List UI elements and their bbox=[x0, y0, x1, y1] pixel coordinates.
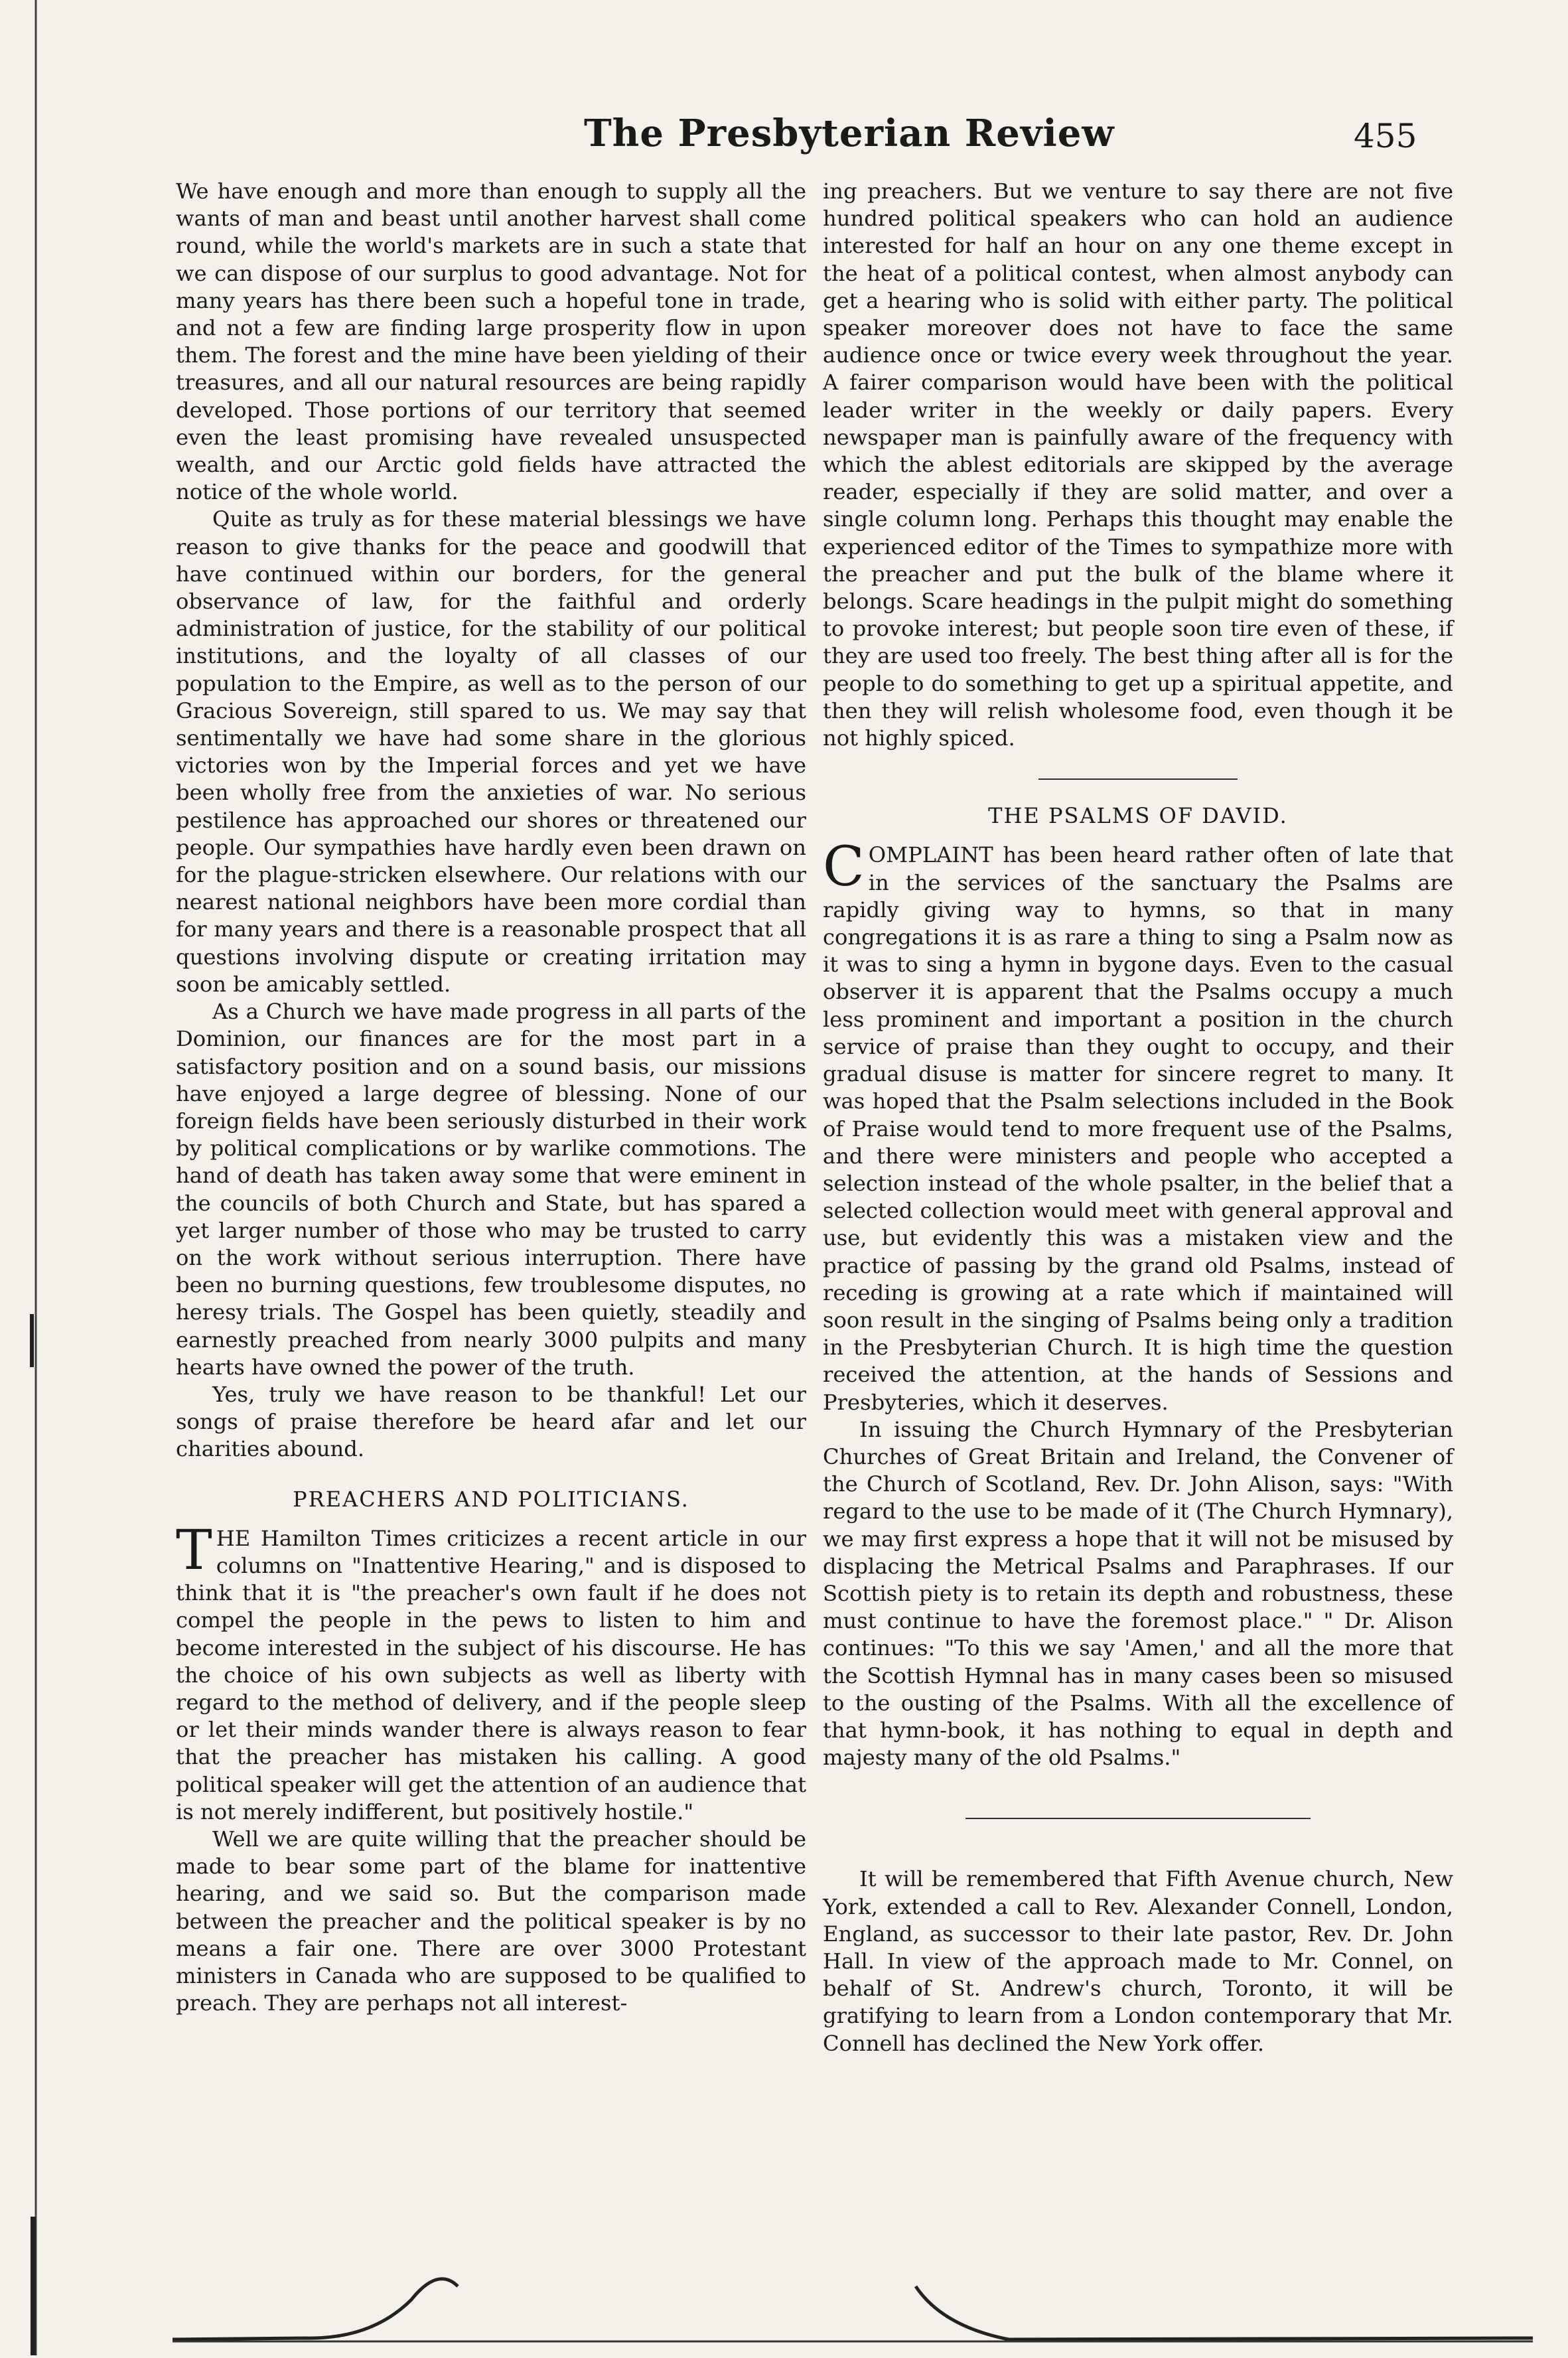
page-number: 455 bbox=[1354, 117, 1417, 155]
journal-title: The Presbyterian Review bbox=[584, 111, 1115, 155]
running-head bbox=[0, 111, 1568, 171]
section-divider-long bbox=[965, 1818, 1311, 1819]
section-heading-psalms: THE PSALMS OF DAVID. bbox=[988, 803, 1288, 829]
right-paragraph-1: ing preachers. But we venture to say there are not five hundred political speakers who can hold an audience interested for half an hour on any one theme except in the heat of a political contest, when almost anybody can get a hearing who is solid with either party. The political speaker moreover does not have to face the same audience once or twice every week throughout the year. A fairer comparison would have been with the political leader writer in the weekly or daily papers. Every newspaper man is painfully aware of the frequency with which the ablest editorials are skipped by the average reader, especially if they are solid matter, and over a single column long. Perhaps this thought may enable the experienced editor of the Times to sympathize more with the preacher and put the bulk of the blame where it belongs. Scare headings in the pulpit might do something to provoke interest; but people soon tire even of these, if they are used too freely. The best thing after all is for the people to do something to get up a spiritual appetite, and then they will relish wholesome food, even though it be not highly spiced. bbox=[823, 179, 1453, 751]
section-divider bbox=[1038, 778, 1238, 780]
left-paragraph-4: Yes, truly we have reason to be thankful! Let our songs of praise therefore be heard afar and let our charities abound. bbox=[176, 1381, 806, 1462]
section-heading-preachers: PREACHERS AND POLITICIANS. bbox=[293, 1486, 689, 1512]
left-paragraph-1: We have enough and more than enough to supply all the wants of man and beast until another harvest shall come round, while the world's markets are in such a state that we can dispose of our surplus to good advantage. Not for many years has there been such a hopeful tone in trade, and not a few are finding large prosperity flow in upon them. The forest and the mine have been yielding of their treasures, and all our natural resources are being rapidly developed. Those portions of our territory that seemed even the least promising have revealed unsuspected wealth, and our Arctic gold fields have attracted the notice of the whole world. bbox=[176, 179, 806, 505]
left-paragraph-5 bbox=[176, 1518, 806, 1826]
binding-edge-mark bbox=[28, 0, 48, 2355]
page-bottom-ornament bbox=[173, 2247, 1533, 2346]
drop-cap: C bbox=[823, 836, 865, 899]
right-paragraph-2 bbox=[823, 836, 1453, 1416]
drop-cap: T bbox=[176, 1518, 212, 1582]
right-paragraph-2-text: OMPLAINT has been heard rather often of late that in the services of the sanctuary the Psalms are rapidly giving way to hymns, so that in many congregations it is as rare a thing to sing a Psalm now as it was to sing a hymn in bygone days. Even to the casual observer it is apparent that the Psalms occupy a much less prominent and important a position in the church service of praise than they ought to occupy, and their gradual disuse is matter for sincere regret to many. It was hoped that the Psalm selections included in the Book of Praise would tend to more frequent use of the Psalms, and there were ministers and people who accepted a selection instead of the whole psalter, in the belief that a selected collection would meet with general approval and use, but evidently this was a mistaken view and the practice of passing by the grand old Psalms, instead of receding is growing at a rate which if maintained will soon result in the singing of Psalms being only a tradition in the Presbyterian Church. It is high time the question received the attention, at the hands of Sessions and Presbyteries, which it deserves. bbox=[823, 842, 1453, 1415]
right-paragraph-3: In issuing the Church Hymnary of the Presbyterian Churches of Great Britain and Ireland, the Convener of the Church of Scotland, Rev. Dr. John Alison, says: "With regard to the use to be made of it (The Church Hymnary), we may first express a hope that it will not be misused by displacing the Metrical Psalms and Paraphrases. If our Scottish piety is to retain its depth and robustness, these must continue to have the foremost place." " Dr. Alison continues: "To this we say 'Amen,' and all the more that the Scottish Hymnal has in many cases been so misused to the ousting of the Psalms. With all the excellence of that hymn-book, it has nothing to equal in depth and majesty many of the old Psalms." bbox=[823, 1416, 1453, 1771]
left-paragraph-6: Well we are quite willing that the preacher should be made to bear some part of the blame for inattentive hearing, and we said so. But the comparison made between the preacher and the political speaker is by no means a fair one. There are over 3000 Protestant ministers in Canada who are supposed to be qualified to preach. They are perhaps not all interest- bbox=[176, 1826, 806, 2016]
right-paragraph-4: It will be remembered that Fifth Avenue church, New York, extended a call to Rev. Alexander Connell, London, England, as successor to their late pastor, Rev. Dr. John Hall. In view of the approach made to Mr. Connel, on behalf of St. Andrew's church, Toronto, it will be gratifying to learn from a London contemporary that Mr. Connell has declined the New York offer. bbox=[823, 1866, 1453, 2056]
left-column bbox=[176, 178, 806, 2017]
right-column bbox=[823, 178, 1453, 2057]
left-paragraph-3: As a Church we have made progress in all parts of the Dominion, our finances are for the most part in a satisfactory position and on a sound basis, our missions have enjoyed a large degree of blessing. None of our foreign fields have been seriously disturbed in their work by political complications or by warlike commotions. The hand of death has taken away some that were eminent in the councils of both Church and State, but has spared a yet larger number of those who may be trusted to carry on the work without serious interruption. There have been no burning questions, few troublesome disputes, no heresy trials. The Gospel has been quietly, steadily and earnestly preached from nearly 3000 pulpits and many hearts have owned the power of the truth. bbox=[176, 999, 806, 1380]
left-paragraph-2: Quite as truly as for these material blessings we have reason to give thanks for the peace and goodwill that have continued within our borders, for the general observance of law, for the faithful and orderly administration of justice, for the stability of our political institutions, and the loyalty of all classes of our population to the Empire, as well as to the person of our Gracious Sovereign, still spared to us. We may say that sentimentally we have had some share in the glorious victories won by the Imperial forces and yet we have been wholly free from the anxieties of war. No serious pestilence has approached our shores or threatened our people. Our sympathies have hardly even been drawn on for the plague-stricken elsewhere. Our relations with our nearest national neighbors have been more cordial than for many years and there is a reasonable prospect that all questions involving dispute or creating irritation may soon be amicably settled. bbox=[176, 506, 806, 997]
left-paragraph-5-text: HE Hamilton Times criticizes a recent article in our columns on "Inattentive Hearing," and is disposed to think that it is "the preacher's own fault if he does not compel the people in the pews to listen to him and become interested in the subject of his discourse. He has the choice of his own subjects as well as liberty with regard to the method of delivery, and if the people sleep or let their minds wander there is always reason to fear that the preacher has mistaken his calling. A good political speaker will get the attention of an audience that is not merely indifferent, but positively hostile." bbox=[176, 1525, 806, 1824]
